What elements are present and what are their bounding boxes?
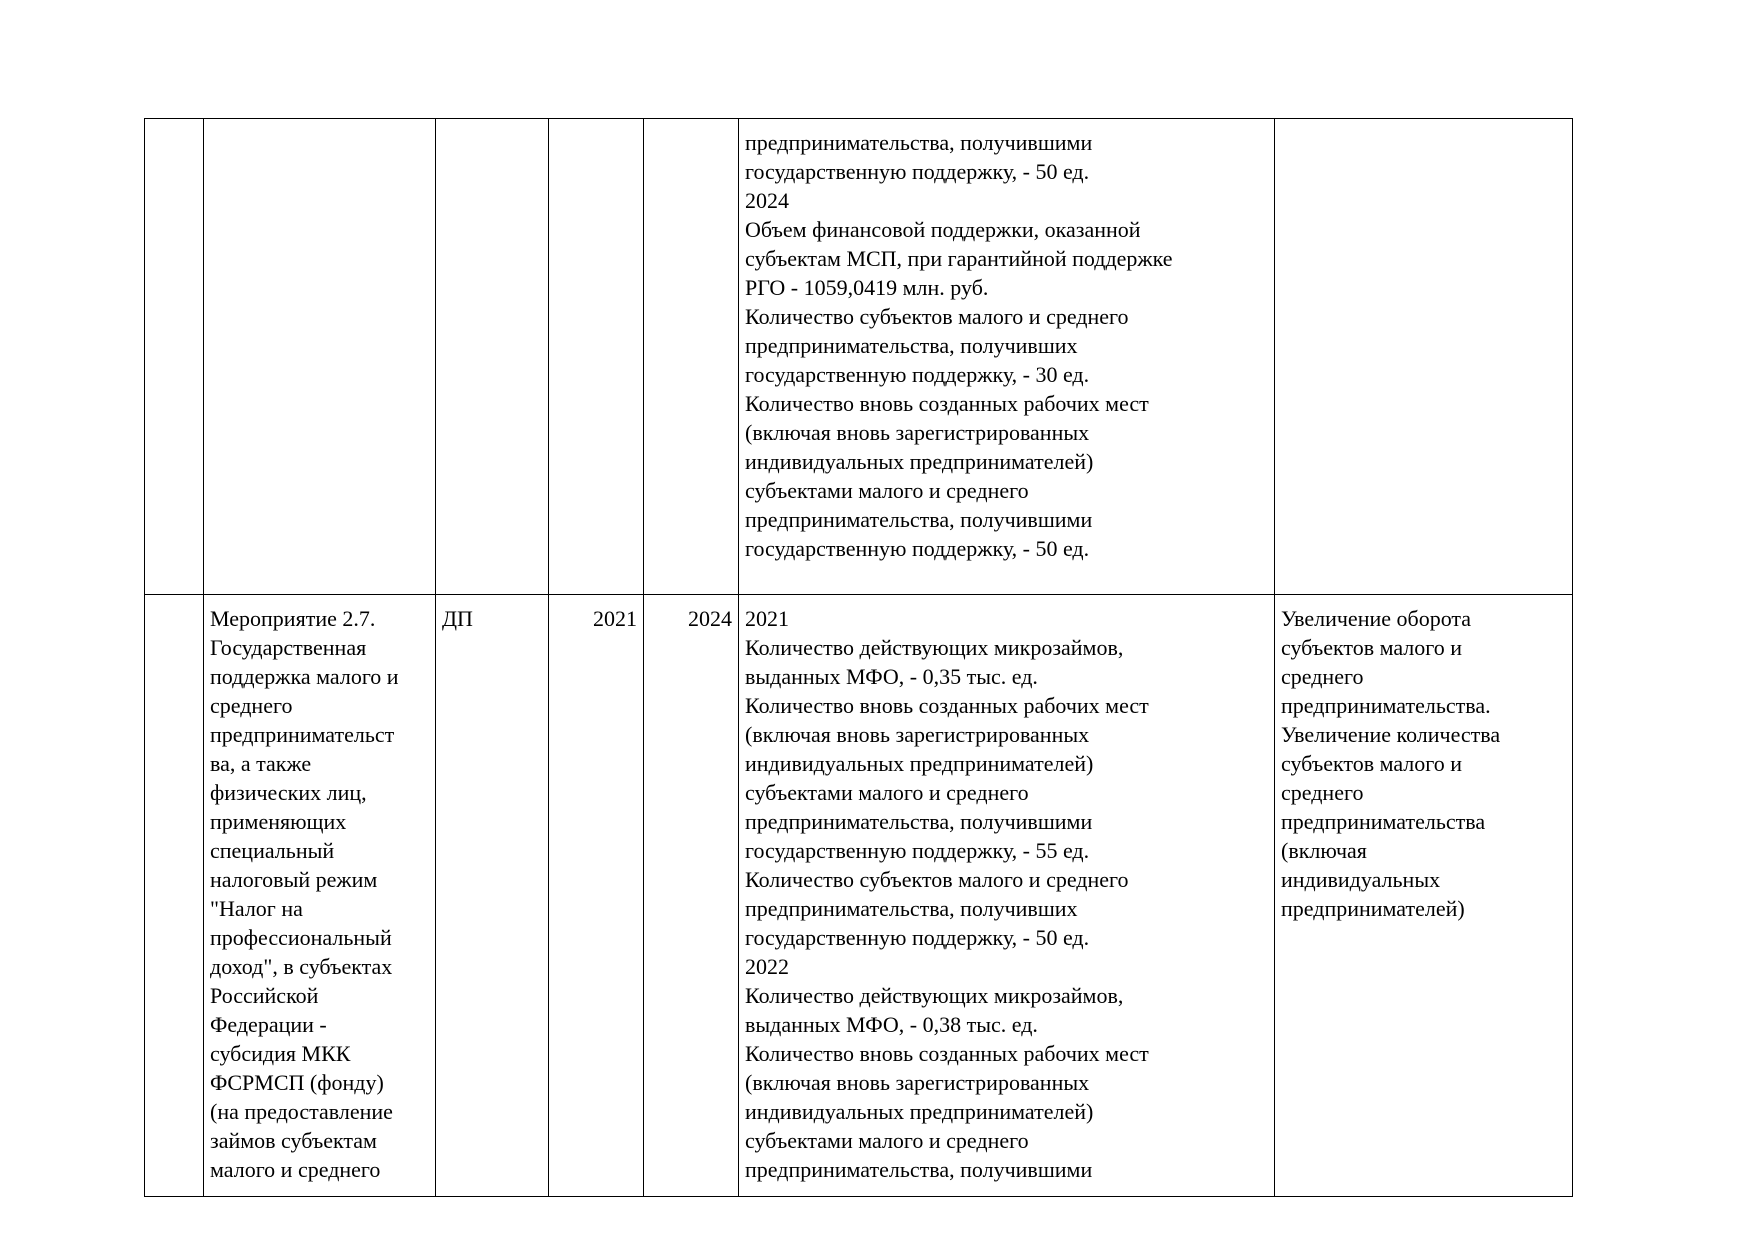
- measure-name-line: Мероприятие 2.7.: [210, 606, 376, 631]
- indicators-cell: [739, 595, 1275, 1197]
- row-number-cell: [145, 595, 204, 1197]
- executor-cell: [436, 119, 549, 595]
- indicator-line: субъектами малого и среднего: [745, 1128, 1029, 1153]
- result-line: (включая: [1281, 838, 1367, 863]
- measure-name-cell: [204, 595, 436, 1197]
- result-line: предпринимателей): [1281, 896, 1465, 921]
- indicator-line: (включая вновь зарегистрированных: [745, 420, 1090, 445]
- start-year-cell: 2021: [549, 595, 644, 1197]
- indicator-line: предпринимательства, получивших: [745, 333, 1078, 358]
- measure-name-line: применяющих: [210, 809, 347, 834]
- indicator-line: Количество субъектов малого и среднего: [745, 304, 1129, 329]
- measure-name-line: Российской: [210, 983, 319, 1008]
- indicator-line: Количество вновь созданных рабочих мест: [745, 1041, 1149, 1066]
- end-year-cell: [644, 119, 739, 595]
- indicator-line: государственную поддержку, - 50 ед.: [745, 925, 1090, 950]
- indicator-line: субъектами малого и среднего: [745, 780, 1029, 805]
- result-line: среднего: [1281, 664, 1364, 689]
- result-line: предпринимательства.: [1281, 693, 1491, 718]
- executor-cell: ДП: [436, 595, 549, 1197]
- measure-name-line: специальный: [210, 838, 335, 863]
- indicator-line: государственную поддержку, - 50 ед.: [745, 159, 1090, 184]
- measure-name-line: займов субъектам: [210, 1128, 377, 1153]
- indicator-line: Количество вновь созданных рабочих мест: [745, 693, 1149, 718]
- measures-table: [144, 118, 1573, 1197]
- indicator-line: предпринимательства, получившими: [745, 130, 1093, 155]
- result-line: среднего: [1281, 780, 1364, 805]
- measure-name-line: "Налог на: [210, 896, 303, 921]
- measure-name-line: ФСРМСП (фонду): [210, 1070, 384, 1095]
- indicator-line: Объем финансовой поддержки, оказанной: [745, 217, 1141, 242]
- indicator-line: государственную поддержку, - 50 ед.: [745, 536, 1090, 561]
- measure-name-line: налоговый режим: [210, 867, 378, 892]
- result-line: субъектов малого и: [1281, 751, 1463, 776]
- expected-result-cell: [1275, 119, 1573, 595]
- result-line: субъектов малого и: [1281, 635, 1463, 660]
- result-line: Увеличение оборота: [1281, 606, 1472, 631]
- indicator-line: (включая вновь зарегистрированных: [745, 1070, 1090, 1095]
- expected-result-cell: [1275, 595, 1573, 1197]
- indicator-line: предпринимательства, получивших: [745, 896, 1078, 921]
- indicator-line: субъектами малого и среднего: [745, 478, 1029, 503]
- indicator-line: выданных МФО, - 0,35 тыс. ед.: [745, 664, 1038, 689]
- measure-name-line: (на предоставление: [210, 1099, 393, 1124]
- result-line: индивидуальных: [1281, 867, 1441, 892]
- indicator-line: индивидуальных предпринимателей): [745, 449, 1094, 474]
- indicator-line: предпринимательства, получившими: [745, 507, 1093, 532]
- indicator-year: 2021: [745, 606, 789, 631]
- table-row: [145, 595, 1573, 1197]
- indicator-line: выданных МФО, - 0,38 тыс. ед.: [745, 1012, 1038, 1037]
- indicator-line: Количество субъектов малого и среднего: [745, 867, 1129, 892]
- indicator-line: государственную поддержку, - 55 ед.: [745, 838, 1090, 863]
- indicator-year: 2024: [745, 188, 789, 213]
- indicator-line: государственную поддержку, - 30 ед.: [745, 362, 1090, 387]
- indicator-line: предпринимательства, получившими: [745, 809, 1093, 834]
- indicator-line: Количество действующих микрозаймов,: [745, 983, 1124, 1008]
- indicator-line: предпринимательства, получившими: [745, 1157, 1093, 1182]
- measure-name-line: предпринимательст: [210, 722, 395, 747]
- measure-name-line: малого и среднего: [210, 1157, 381, 1182]
- indicator-line: индивидуальных предпринимателей): [745, 751, 1094, 776]
- indicator-line: (включая вновь зарегистрированных: [745, 722, 1090, 747]
- indicator-line: Количество вновь созданных рабочих мест: [745, 391, 1149, 416]
- start-year-cell: [549, 119, 644, 595]
- indicator-line: Количество действующих микрозаймов,: [745, 635, 1124, 660]
- result-line: предпринимательства: [1281, 809, 1486, 834]
- measure-name-line: Федерации -: [210, 1012, 327, 1037]
- measure-name-line: физических лиц,: [210, 780, 367, 805]
- measure-name-line: поддержка малого и: [210, 664, 399, 689]
- indicator-year: 2022: [745, 954, 789, 979]
- indicator-line: субъектам МСП, при гарантийной поддержке: [745, 246, 1173, 271]
- indicator-line: индивидуальных предпринимателей): [745, 1099, 1094, 1124]
- result-line: Увеличение количества: [1281, 722, 1501, 747]
- indicator-line: РГО - 1059,0419 млн. руб.: [745, 275, 989, 300]
- indicators-cell: [739, 119, 1275, 595]
- measure-name-line: ва, а также: [210, 751, 312, 776]
- row-number-cell: [145, 119, 204, 595]
- end-year-cell: 2024: [644, 595, 739, 1197]
- measure-name-line: профессиональный: [210, 925, 392, 950]
- measure-name-line: доход", в субъектах: [210, 954, 393, 979]
- measure-name-line: среднего: [210, 693, 293, 718]
- table-row: [145, 119, 1573, 595]
- measure-name-line: субсидия МКК: [210, 1041, 351, 1066]
- measure-name-line: Государственная: [210, 635, 367, 660]
- measure-name-cell: [204, 119, 436, 595]
